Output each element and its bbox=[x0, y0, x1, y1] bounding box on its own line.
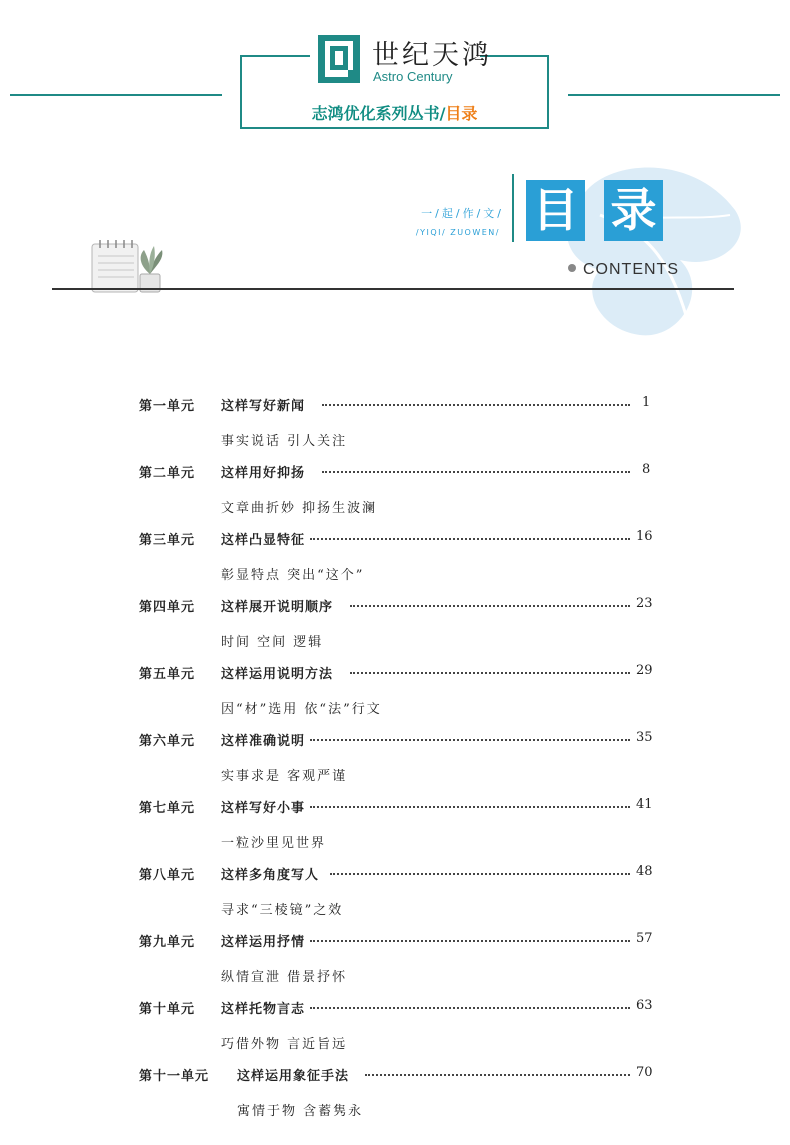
toc-row bbox=[0, 661, 790, 695]
toc-leader bbox=[322, 471, 630, 473]
toc-page: 48 bbox=[636, 864, 653, 879]
brand-logo bbox=[318, 31, 492, 87]
toc-title: 这样多角度写人 bbox=[221, 864, 323, 883]
toc-leader bbox=[310, 538, 630, 540]
toc-unit: 第二单元 bbox=[139, 466, 196, 481]
toc-page: 8 bbox=[642, 462, 651, 477]
mulu-char-2: 录 bbox=[604, 180, 663, 241]
toc-subtitle: 一粒沙里见世界 bbox=[221, 835, 327, 851]
toc-page: 70 bbox=[636, 1065, 653, 1080]
toc-subtitle-row bbox=[0, 896, 790, 930]
toc-subtitle: 事实说话 引人关注 bbox=[221, 433, 348, 449]
banner-subtitle-en: /YIQI/ ZUOWEN/ bbox=[415, 228, 500, 237]
toc-leader bbox=[322, 404, 630, 406]
toc-row bbox=[0, 527, 790, 561]
brand-name-cn: 世纪天鸿 bbox=[372, 40, 492, 71]
banner-subtitle-cn: 一/起/作/文/ bbox=[421, 207, 504, 220]
toc-title: 这样凸显特征 bbox=[221, 529, 309, 548]
toc-row bbox=[0, 862, 790, 896]
toc-subtitle: 纵情宣泄 借景抒怀 bbox=[221, 969, 348, 985]
toc-title: 这样写好小事 bbox=[221, 797, 309, 816]
toc-unit: 第八单元 bbox=[139, 868, 196, 883]
toc-subtitle: 巧借外物 言近旨远 bbox=[221, 1036, 348, 1052]
toc-page: 57 bbox=[636, 931, 653, 946]
toc-subtitle-row bbox=[0, 695, 790, 729]
toc-title: 这样写好新闻 bbox=[221, 395, 309, 414]
toc-page: 29 bbox=[636, 663, 653, 678]
toc-leader bbox=[365, 1074, 630, 1076]
toc-unit: 第四单元 bbox=[139, 600, 196, 615]
toc-subtitle: 因“材”选用 依“法”行文 bbox=[221, 701, 382, 717]
header-box-top-left bbox=[240, 55, 310, 57]
toc-subtitle-row bbox=[0, 628, 790, 662]
toc-page: 1 bbox=[642, 395, 651, 410]
toc-page: 23 bbox=[636, 596, 653, 611]
toc-title: 这样用好抑扬 bbox=[221, 462, 309, 481]
toc-subtitle: 寻求“三棱镜”之效 bbox=[221, 902, 344, 918]
toc-row bbox=[0, 929, 790, 963]
toc-unit: 第十单元 bbox=[139, 1002, 196, 1017]
toc-subtitle-row bbox=[0, 829, 790, 863]
banner-rule bbox=[52, 288, 734, 290]
contents-label bbox=[568, 261, 679, 279]
toc-subtitle-row bbox=[0, 762, 790, 796]
toc-subtitle: 时间 空间 逻辑 bbox=[221, 634, 324, 650]
toc-title: 这样运用说明方法 bbox=[221, 663, 337, 682]
series-title bbox=[240, 101, 549, 124]
toc-row bbox=[0, 728, 790, 762]
brand-name-en: Astro Century bbox=[373, 69, 453, 84]
toc-leader bbox=[310, 940, 630, 942]
toc-leader bbox=[310, 1007, 630, 1009]
toc-subtitle: 文章曲折妙 抑扬生波澜 bbox=[221, 500, 378, 516]
toc-unit: 第五单元 bbox=[139, 667, 196, 682]
toc-row bbox=[0, 996, 790, 1030]
toc-subtitle-row bbox=[0, 1097, 790, 1131]
toc-page: 16 bbox=[636, 529, 653, 544]
toc-row bbox=[0, 594, 790, 628]
toc-leader bbox=[350, 605, 630, 607]
toc-unit: 第七单元 bbox=[139, 801, 196, 816]
toc-unit: 第十一单元 bbox=[139, 1069, 210, 1084]
toc-leader bbox=[350, 672, 630, 674]
toc-row bbox=[0, 1063, 790, 1097]
toc-subtitle-row bbox=[0, 561, 790, 595]
toc-title: 这样运用象征手法 bbox=[237, 1065, 353, 1084]
brand-logo-icon bbox=[318, 35, 360, 83]
toc-subtitle-row bbox=[0, 1030, 790, 1064]
notepad-plant-icon bbox=[88, 236, 168, 294]
toc-unit: 第三单元 bbox=[139, 533, 196, 548]
toc-row bbox=[0, 393, 790, 427]
table-of-contents bbox=[0, 393, 790, 1130]
bullet-icon bbox=[568, 264, 576, 272]
toc-title: 这样托物言志 bbox=[221, 998, 309, 1017]
toc-title: 这样展开说明顺序 bbox=[221, 596, 337, 615]
toc-subtitle: 彰显特点 突出“这个” bbox=[221, 567, 365, 583]
header-rule-right bbox=[568, 94, 780, 96]
toc-subtitle-row bbox=[0, 427, 790, 461]
toc-subtitle: 寓情于物 含蓄隽永 bbox=[237, 1103, 364, 1119]
toc-unit: 第一单元 bbox=[139, 399, 196, 414]
toc-row bbox=[0, 795, 790, 829]
mulu-char-1: 目 bbox=[526, 180, 585, 241]
toc-leader bbox=[330, 873, 630, 875]
toc-subtitle-row bbox=[0, 963, 790, 997]
toc-row bbox=[0, 460, 790, 494]
toc-subtitle-row bbox=[0, 494, 790, 528]
banner-divider bbox=[512, 174, 514, 242]
header-rule-left bbox=[10, 94, 222, 96]
toc-leader bbox=[310, 739, 630, 741]
toc-page: 63 bbox=[636, 998, 653, 1013]
toc-unit: 第九单元 bbox=[139, 935, 196, 950]
toc-subtitle: 实事求是 客观严谨 bbox=[221, 768, 348, 784]
toc-title: 这样准确说明 bbox=[221, 730, 309, 749]
toc-page: 35 bbox=[636, 730, 653, 745]
toc-leader bbox=[310, 806, 630, 808]
toc-title: 这样运用抒情 bbox=[221, 931, 309, 950]
toc-unit: 第六单元 bbox=[139, 734, 196, 749]
series-title-suffix: 目录 bbox=[445, 104, 478, 123]
series-title-main: 志鸿优化系列丛书/ bbox=[311, 104, 446, 123]
toc-page: 41 bbox=[636, 797, 653, 812]
contents-text: CONTENTS bbox=[583, 261, 679, 278]
